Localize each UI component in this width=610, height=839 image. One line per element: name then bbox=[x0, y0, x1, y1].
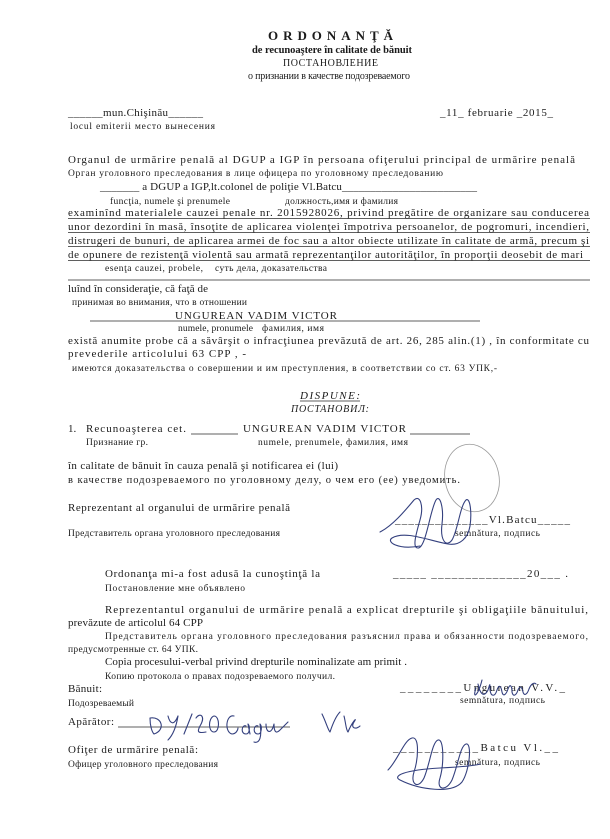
decision-text-ru: в качестве подозреваемого по уголовному делу, о чем его (ее) уведомить. bbox=[68, 475, 461, 486]
issue-place-caption: locul emiterii место вынесения bbox=[70, 122, 215, 132]
officer-label-ru: Офицер уголовного преследования bbox=[68, 760, 218, 770]
decision-item-name-caption: numele, prenumele, фамилия, имя bbox=[258, 438, 408, 448]
rights-line-ru: предусмотренные ст. 64 УПК. bbox=[68, 645, 198, 655]
evidence-line: prevederile articolului 63 CPP , - bbox=[68, 348, 247, 360]
organ-officer: _______ a DGUP a IGP,lt.colonel de poliţie Vl.Batcu________________________ bbox=[100, 181, 477, 193]
defender-handwriting bbox=[150, 714, 288, 742]
case-line: distrugeri de bunuri, de aplicarea armei de foc sau a altor obiecte utilizate în calitate de armă, precum şi bbox=[68, 235, 589, 247]
decision-item-label-ru: Признание гр. bbox=[86, 438, 148, 448]
representative-label-ru: Представитель органа уголовного преследования bbox=[68, 529, 280, 539]
document-title: ORDONANŢĂ bbox=[268, 28, 393, 43]
rights-copy-text: Copia procesului-verbal privind drepturile nominalizate am primit . bbox=[105, 656, 407, 668]
decision-heading-ru: ПОСТАНОВИЛ: bbox=[291, 404, 369, 415]
organ-officer-caption-ru: должность,имя и фамилия bbox=[285, 197, 398, 207]
representative-signature-caption: semnătura, подпись bbox=[455, 529, 540, 539]
case-line: unor dezordini în masă, însoţite de aplicarea violenţei împotriva persoanelor, de pogromuri, incendieri, bbox=[68, 221, 589, 233]
organ-text-ru: Орган уголовного преследования в лице офицера по уголовному преследованию bbox=[68, 169, 443, 179]
suspect-label-ru: Подозреваемый bbox=[68, 699, 134, 709]
officer-signature-caption: semnătura, подпись bbox=[455, 758, 540, 768]
case-line: de opunere de rezistenţă violentă sau armată reprezentanţilor autorităţilor, în proporţii deosebit de mari bbox=[68, 249, 583, 261]
suspect-name-caption-ru: фамилия, имя bbox=[262, 324, 324, 334]
rights-line: prevăzute de articolul 64 CPP bbox=[68, 617, 203, 629]
organ-officer-caption: funcţia, numele şi prenumele bbox=[110, 197, 230, 207]
representative-label: Reprezentant al organului de urmărire penală bbox=[68, 502, 290, 514]
suspect-name: UNGUREAN VADIM VICTOR bbox=[175, 310, 337, 322]
organ-text: Organul de urmărire penală al DGUP a IGP în persoana ofiţerului principal de urmărire penală bbox=[68, 154, 575, 166]
decision-item-number: 1. bbox=[68, 423, 77, 435]
notification-date-line: _____ ______________20___ . bbox=[393, 568, 568, 580]
notification-text: Ordonanţa mi-a fost adusă la cunoştinţă la bbox=[105, 568, 320, 580]
evidence-text-ru: имеются доказательства о совершении и им преступления, в соответствии со ст. 63 УПК,- bbox=[72, 364, 498, 374]
rights-copy-text-ru: Копию протокола о правах подозреваемого получил. bbox=[105, 672, 335, 682]
rights-line: Reprezentantul organului de urmărire penală a explicat drepturile şi obligaţiile bănuitului, bbox=[105, 604, 588, 616]
consideration-text: luînd în consideraţie, că faţă de bbox=[68, 283, 208, 295]
case-caption: esenţa cauzei, probele, bbox=[105, 264, 203, 274]
decision-item-label: Recunoaşterea cet. bbox=[86, 423, 186, 435]
decision-item-name: UNGUREAN VADIM VICTOR bbox=[243, 423, 406, 435]
case-caption-ru: суть дела, доказательства bbox=[215, 264, 327, 274]
consideration-text-ru: принимая во внимания, что в отношении bbox=[72, 298, 247, 308]
document-title-ru: ПОСТАНОВЛЕНИЕ bbox=[283, 58, 378, 69]
document-subtitle: de recunoaştere în calitate de bănuit bbox=[252, 45, 412, 56]
decision-heading: DISPUNE: bbox=[300, 390, 360, 402]
defender-initials bbox=[322, 712, 360, 732]
evidence-line: există anumite probe că a săvârşit o infracţiunea prevăzută de art. 26, 285 alin.(1) , în conformitate cu bbox=[68, 335, 589, 347]
suspect-label: Bănuit: bbox=[68, 683, 102, 695]
suspect-signature-line: ________Ungurean V.V._ bbox=[400, 682, 565, 694]
suspect-name-caption: numele, pronumele bbox=[178, 324, 253, 334]
rights-line-ru: Представитель органа уголовного преследования разъяснил права и обязанности подозреваемого, bbox=[105, 632, 589, 642]
notification-text-ru: Постановление мне объявлено bbox=[105, 584, 245, 594]
case-line: examinînd materialele cauzei penale nr. 2015928026, privind pregătire de organizare sau conducerea bbox=[68, 207, 589, 219]
suspect-signature-caption: semnătura, подпись bbox=[460, 696, 545, 706]
representative-signature-line: ______________Vl.Batcu_____ bbox=[395, 514, 570, 526]
document-subtitle-ru: о признании в качестве подозреваемого bbox=[248, 71, 410, 82]
defender-label: Apărător: bbox=[68, 716, 114, 728]
officer-label: Ofiţer de urmărire penală: bbox=[68, 744, 198, 756]
issue-date: _11_ februarie _2015_ bbox=[440, 107, 553, 119]
issue-place: ______mun.Chişinău______ bbox=[68, 107, 203, 119]
decision-text: în calitate de bănuit în cauza penală şi notificarea ei (lui) bbox=[68, 460, 338, 472]
officer-signature-line: ___________Batcu Vl.__ bbox=[393, 742, 558, 754]
